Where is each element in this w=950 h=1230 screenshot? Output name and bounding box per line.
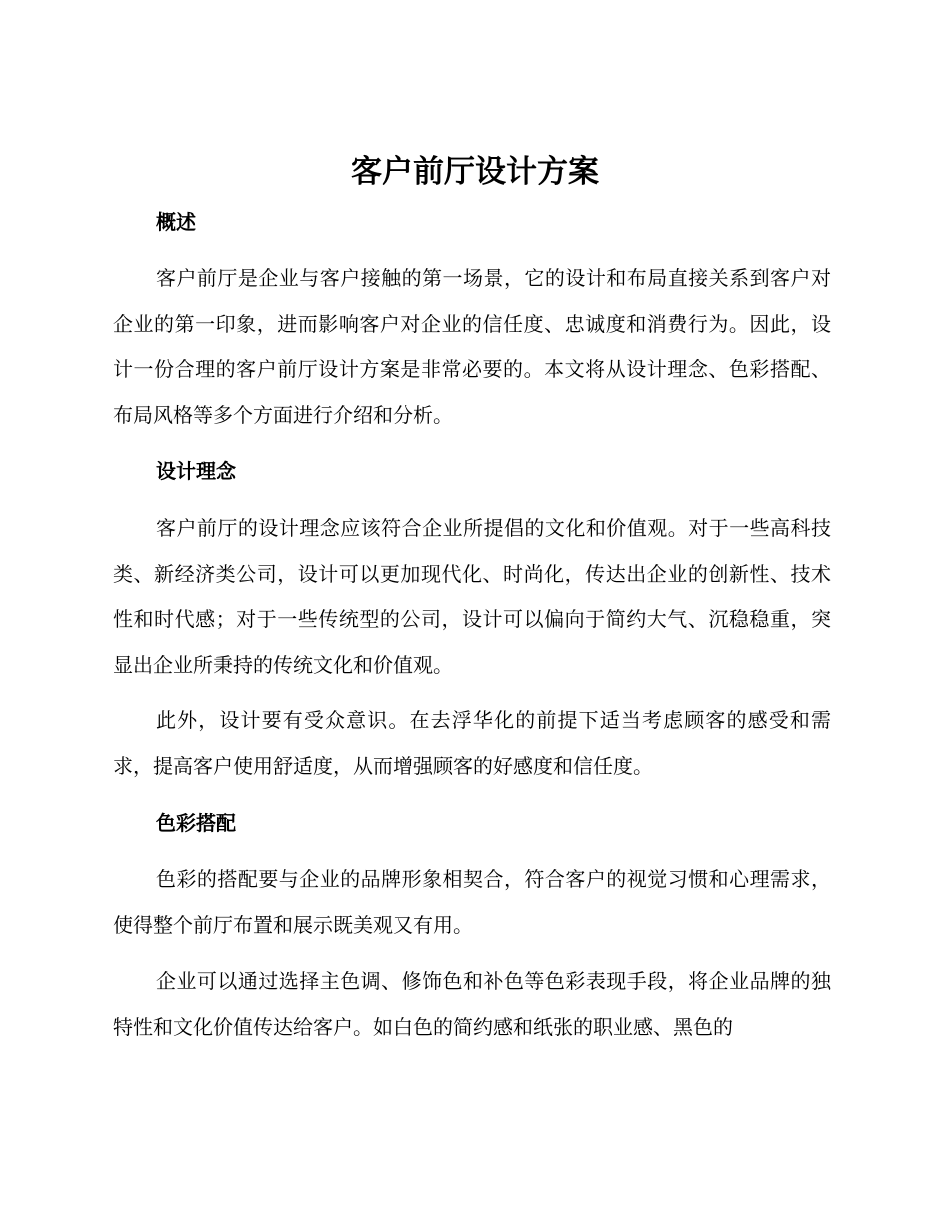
paragraph-design-concept-1: 客户前厅的设计理念应该符合企业所提倡的文化和价值观。对于一些高科技类、新经济类公司，设计可以更加现代化、时尚化，传达出企业的创新性、技术性和时代感；对于一些传统型的公司，设计可以偏向于简约大气、沉稳稳重，突显出企业所秉持的传统文化和价值观。	[113, 516, 831, 677]
paragraph-color-matching-2: 企业可以通过选择主色调、修饰色和补色等色彩表现手段，将企业品牌的独特性和文化价值传达给客户。如白色的简约感和纸张的职业感、黑色的	[113, 969, 831, 1039]
document-title: 客户前厅设计方案	[351, 154, 599, 190]
section-heading-design-concept: 设计理念	[156, 459, 236, 483]
paragraph-overview: 客户前厅是企业与客户接触的第一场景，它的设计和布局直接关系到客户对企业的第一印象，进而影响客户对企业的信任度、忠诚度和消费行为。因此，设计一份合理的客户前厅设计方案是非常必要的。本文将从设计理念、色彩搭配、布局风格等多个方面进行介绍和分析。	[113, 266, 831, 427]
paragraph-color-matching-1: 色彩的搭配要与企业的品牌形象相契合，符合客户的视觉习惯和心理需求，使得整个前厅布置和展示既美观又有用。	[113, 867, 831, 937]
section-heading-overview: 概述	[156, 210, 196, 234]
section-heading-color-matching: 色彩搭配	[156, 811, 236, 835]
paragraph-design-concept-2: 此外，设计要有受众意识。在去浮华化的前提下适当考虑顾客的感受和需求，提高客户使用舒适度，从而增强顾客的好感度和信任度。	[113, 708, 831, 778]
